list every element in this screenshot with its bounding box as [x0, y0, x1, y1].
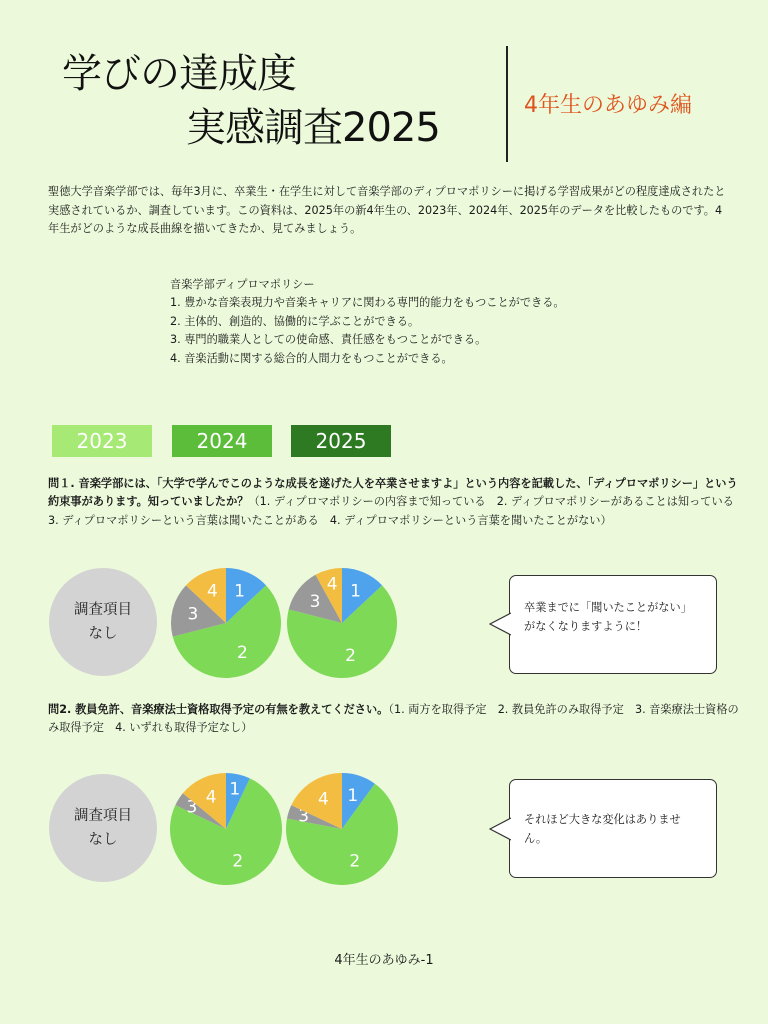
page-title-line2: 実感調査2025 [186, 105, 440, 151]
pie-label-2: 2 [232, 851, 244, 872]
question-1-options: （1. ディプロマポリシーの内容まで知っている 2. ディプロマポリシーがあることは知っている 3. ディプロマポリシーという言葉は聞いたことがある 4. ディプロマポリシーという言葉を聞いたことがない） [48, 495, 746, 527]
pie-label-2: 2 [349, 851, 361, 872]
pie-label-1: 1 [347, 785, 359, 806]
policy-item-1: 1. 豊かな音楽表現力や音楽キャリアに関わる専門的能力をもつことができる。 [170, 296, 565, 310]
no-data-circle-q2 [49, 774, 157, 882]
page-title-line1: 学びの達成度 [62, 51, 296, 97]
pie-label-3: 3 [298, 806, 310, 827]
speech-bubble-tail-q2 [489, 817, 511, 841]
year-label-2025: 2025 [291, 425, 391, 457]
question-1-text: 問１. 音楽学部には、「大学で学んでこのような成長を遂げた人を卒業させますよ」という内容を記載した、「ディプロマポリシー」という約束事があります。知っていましたか？ [48, 477, 738, 509]
policy-item-3: 3. 専門的職業人としての使命感、責任感をもつことができる。 [170, 333, 487, 347]
pie-label-3: 3 [186, 797, 198, 818]
intro-text: 聖徳大学音楽学部では、毎年3月に、卒業生・在学生に対して音楽学部のディプロマポリシーに掲げる学習成果がどの程度達成されたと実感されているか、調査しています。この資料は、2025年の新4年生の、2023年、2024年、2025年のデータを比較したものです。4年生がどのような成長曲線を描いてきたか、見てみましょう。 [48, 185, 726, 235]
pie-label-2: 2 [237, 642, 248, 663]
diploma-policy [170, 276, 730, 368]
pie-chart-q2-2025 [286, 773, 398, 885]
question-2-text: 問2. 教員免許、音楽療法士資格取得予定の有無を教えてください。 [48, 703, 389, 716]
year-label-2024: 2024 [172, 425, 272, 457]
page-footer: 4年生のあゆみ-1 [334, 953, 434, 968]
pie-label-1: 1 [234, 581, 245, 602]
question-1 [48, 475, 746, 530]
question-2 [48, 701, 740, 738]
pie-label-4: 4 [205, 787, 217, 808]
pie-label-3: 3 [309, 592, 321, 613]
pie-label-1: 1 [350, 581, 361, 602]
pie-label-4: 4 [326, 574, 338, 595]
pie-label-4: 4 [317, 789, 329, 810]
speech-bubble-tail-q1 [489, 612, 511, 636]
no-data-line2: なし [88, 626, 118, 642]
question-2-options: （1. 両方を取得予定 2. 教員免許のみ取得予定 3. 音楽療法士資格のみ取得予定 4. いずれも取得予定なし） [48, 703, 739, 735]
policy-item-2: 2. 主体的、創造的、協働的に学ぶことができる。 [170, 314, 420, 328]
page-subtitle: 4年生のあゆみ編 [524, 93, 692, 118]
comment-bubble-q2: それほど大きな変化はありません。 [509, 779, 717, 878]
no-data-line2: なし [88, 832, 118, 848]
pie-chart-q2-2024 [170, 773, 282, 885]
pie-label-1: 1 [229, 779, 241, 800]
policy-heading: 音楽学部ディプロマポリシー [170, 278, 315, 291]
pie-label-2: 2 [345, 646, 356, 667]
pie-chart-q1-2024 [171, 568, 281, 678]
title-divider [506, 46, 508, 162]
pie-label-3: 3 [187, 604, 199, 625]
no-data-circle-q1 [49, 568, 157, 676]
no-data-line1: 調査項目 [74, 602, 132, 618]
pie-chart-q1-2025 [287, 568, 397, 678]
pie-label-4: 4 [207, 581, 218, 602]
no-data-line1: 調査項目 [74, 808, 132, 824]
policy-item-4: 4. 音楽活動に関する総合的人間力をもつことができる。 [170, 351, 453, 365]
year-label-2023: 2023 [52, 425, 152, 457]
comment-bubble-q1: 卒業までに「聞いたことがない」がなくなりますように！ [509, 575, 717, 674]
